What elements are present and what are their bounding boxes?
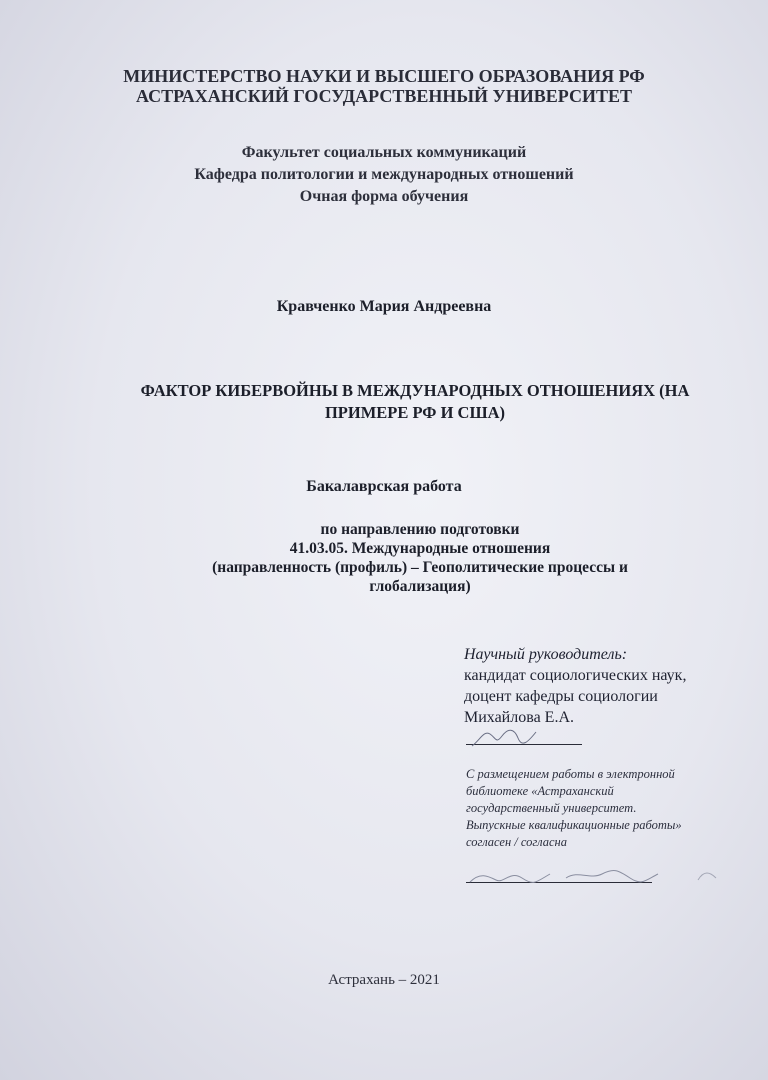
city-year: Астрахань – 2021 [328,972,440,988]
faculty-name: Факультет социальных коммуникаций [241,144,527,161]
library-consent-block [466,766,756,851]
supervisor-role: Научный руководитель: [464,646,628,663]
supervisor-signature [470,726,540,748]
department-name: Кафедра политологии и международных отношений [194,166,574,183]
consent-line-3: государственный университет. [466,801,637,815]
direction-profile: (направленность (профиль) – Геополитические процессы и [212,559,628,576]
author-name: Кравченко Мария Андреевна [276,298,492,315]
ministry-name: МИНИСТЕРСТВО НАУКИ И ВЫСШЕГО ОБРАЗОВАНИЯ РФ [123,66,645,86]
faculty-block [0,142,768,208]
direction-intro: по направлению подготовки [320,521,520,538]
thesis-title-line-2: ПРИМЕРЕ РФ И США) [324,403,506,422]
consent-line-2: библиотеке «Астраханский [466,784,614,798]
consent-line-1: С размещением работы в электронной [466,767,675,781]
direction-profile-cont: глобализация) [369,578,471,595]
consent-signature [466,864,726,886]
supervisor-name: Михайлова Е.А. [464,709,574,726]
consent-line-5: согласен / согласна [466,835,567,849]
supervisor-position: доцент кафедры социологии [464,688,658,705]
direction-block [140,520,700,596]
supervisor-block [464,644,754,728]
supervisor-degree: кандидат социологических наук, [464,667,687,684]
study-form: Очная форма обучения [299,188,469,205]
consent-line-4: Выпускные квалификационные работы» [466,818,682,832]
ministry-header [0,66,768,106]
work-type: Бакалаврская работа [306,478,462,495]
thesis-title [100,380,730,424]
direction-code: 41.03.05. Международные отношения [289,540,551,557]
university-name: АСТРАХАНСКИЙ ГОСУДАРСТВЕННЫЙ УНИВЕРСИТЕТ [136,86,632,106]
thesis-title-line-1: ФАКТОР КИБЕРВОЙНЫ В МЕЖДУНАРОДНЫХ ОТНОШЕНИЯХ (НА [140,381,690,400]
